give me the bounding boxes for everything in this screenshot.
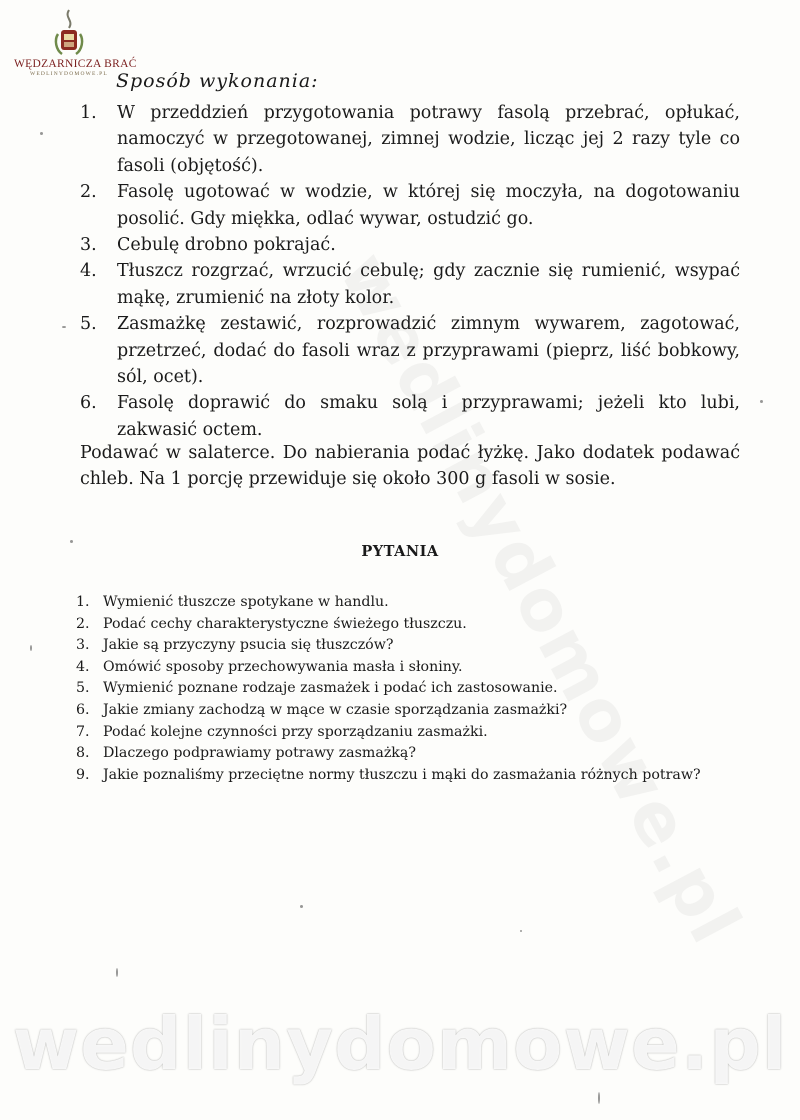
question-text: Podać kolejne czynności przy sporządzaniu zasmażki. (103, 723, 488, 740)
step-text: W przeddzień przygotowania potrawy fasolą przebrać, opłukać, namoczyć w przegotowanej, zimnej wodzie, licząc jej 2 razy tyle co fasoli (objętość). (117, 103, 740, 176)
question-text: Podać cechy charakterystyczne świeżego tłuszczu. (103, 615, 467, 632)
serving-note: Podawać w salaterce. Do nabierania podać łyżkę. Jako dodatek podawać chleb. Na 1 porcję przewiduje się około 300 g fasoli w sosie. (80, 443, 740, 490)
step-number: 3. (80, 235, 97, 256)
site-logo (14, 8, 137, 77)
question-number: 7. (76, 723, 90, 740)
scan-speck (760, 400, 763, 403)
question-text: Jakie są przyczyny psucia się tłuszczów? (103, 637, 394, 654)
list-item (80, 100, 740, 179)
question-text: Wymienić poznane rodzaje zasmażek i podać ich zastosowanie. (103, 680, 558, 697)
smokehouse-emblem-icon (52, 8, 86, 56)
question-number: 5. (76, 680, 90, 697)
question-text: Omówić sposoby przechowywania masła i słoniny. (103, 658, 463, 675)
questions-list (76, 592, 756, 786)
scan-speck (598, 1092, 600, 1104)
step-number: 2. (80, 182, 97, 203)
step-text: Fasolę ugotować w wodzie, w której się moczyła, na dogotowaniu posolić. Gdy miękka, odlać wywar, ostudzić go. (117, 182, 740, 229)
step-text: Zasmażkę zestawić, rozprowadzić zimnym wywarem, zagotować, przetrzeć, dodać do fasoli wraz z przyprawami (pieprz, liść bobkowy, sól, ocet). (117, 314, 740, 388)
step-number: 6. (80, 393, 97, 414)
scan-speck (40, 132, 43, 135)
question-text: Jakie poznaliśmy przeciętne normy tłuszczu i mąki do zasmażania różnych potraw? (103, 766, 701, 783)
question-number: 8. (76, 745, 90, 762)
list-item (76, 678, 756, 700)
scan-speck (70, 540, 73, 543)
logo-url: WEDLINYDOMOWE.PL (29, 71, 108, 77)
list-item (76, 635, 756, 657)
scan-speck (116, 968, 118, 977)
step-number: 5. (80, 314, 97, 335)
step-number: 1. (80, 103, 97, 123)
steps-list (80, 100, 740, 443)
step-number: 4. (80, 261, 97, 282)
step-text: Tłuszcz rozgrzać, wrzucić cebulę; gdy zacznie się rumienić, wsypać mąkę, zrumienić na złoty kolor. (117, 261, 740, 308)
question-text: Jakie zmiany zachodzą w mące w czasie sporządzania zasmażki? (103, 701, 568, 718)
list-item (76, 743, 756, 765)
scan-speck (520, 930, 522, 932)
list-item (80, 390, 740, 443)
question-number: 4. (76, 658, 90, 675)
question-number: 1. (76, 594, 90, 610)
question-number: 3. (76, 637, 90, 654)
logo-name: WĘDZARNICZA BRAĆ (14, 58, 137, 70)
list-item (80, 311, 740, 390)
list-item (80, 232, 740, 258)
bottom-watermark: wedlinydomowe.pl (12, 1002, 788, 1086)
question-number: 2. (76, 615, 90, 632)
list-item (76, 657, 756, 679)
scan-speck (30, 645, 32, 651)
list-item (80, 179, 740, 232)
list-item (76, 722, 756, 744)
scan-speck (62, 326, 66, 328)
questions-title: PYTANIA (361, 543, 439, 560)
question-text: Wymienić tłuszcze spotykane w handlu. (103, 594, 389, 610)
section-heading: Sposób wykonania: (116, 70, 319, 92)
list-item (80, 258, 740, 311)
list-item (76, 592, 756, 614)
question-number: 6. (76, 701, 90, 718)
list-item (76, 700, 756, 722)
list-item (76, 765, 756, 787)
step-text: Fasolę doprawić do smaku solą i przyprawami; jeżeli kto lubi, zakwasić octem. (117, 393, 740, 440)
step-text: Cebulę drobno pokrajać. (117, 235, 336, 256)
question-text: Dlaczego podprawiamy potrawy zasmażką? (103, 745, 416, 762)
question-number: 9. (76, 766, 90, 783)
list-item (76, 614, 756, 636)
scan-speck (300, 905, 303, 908)
